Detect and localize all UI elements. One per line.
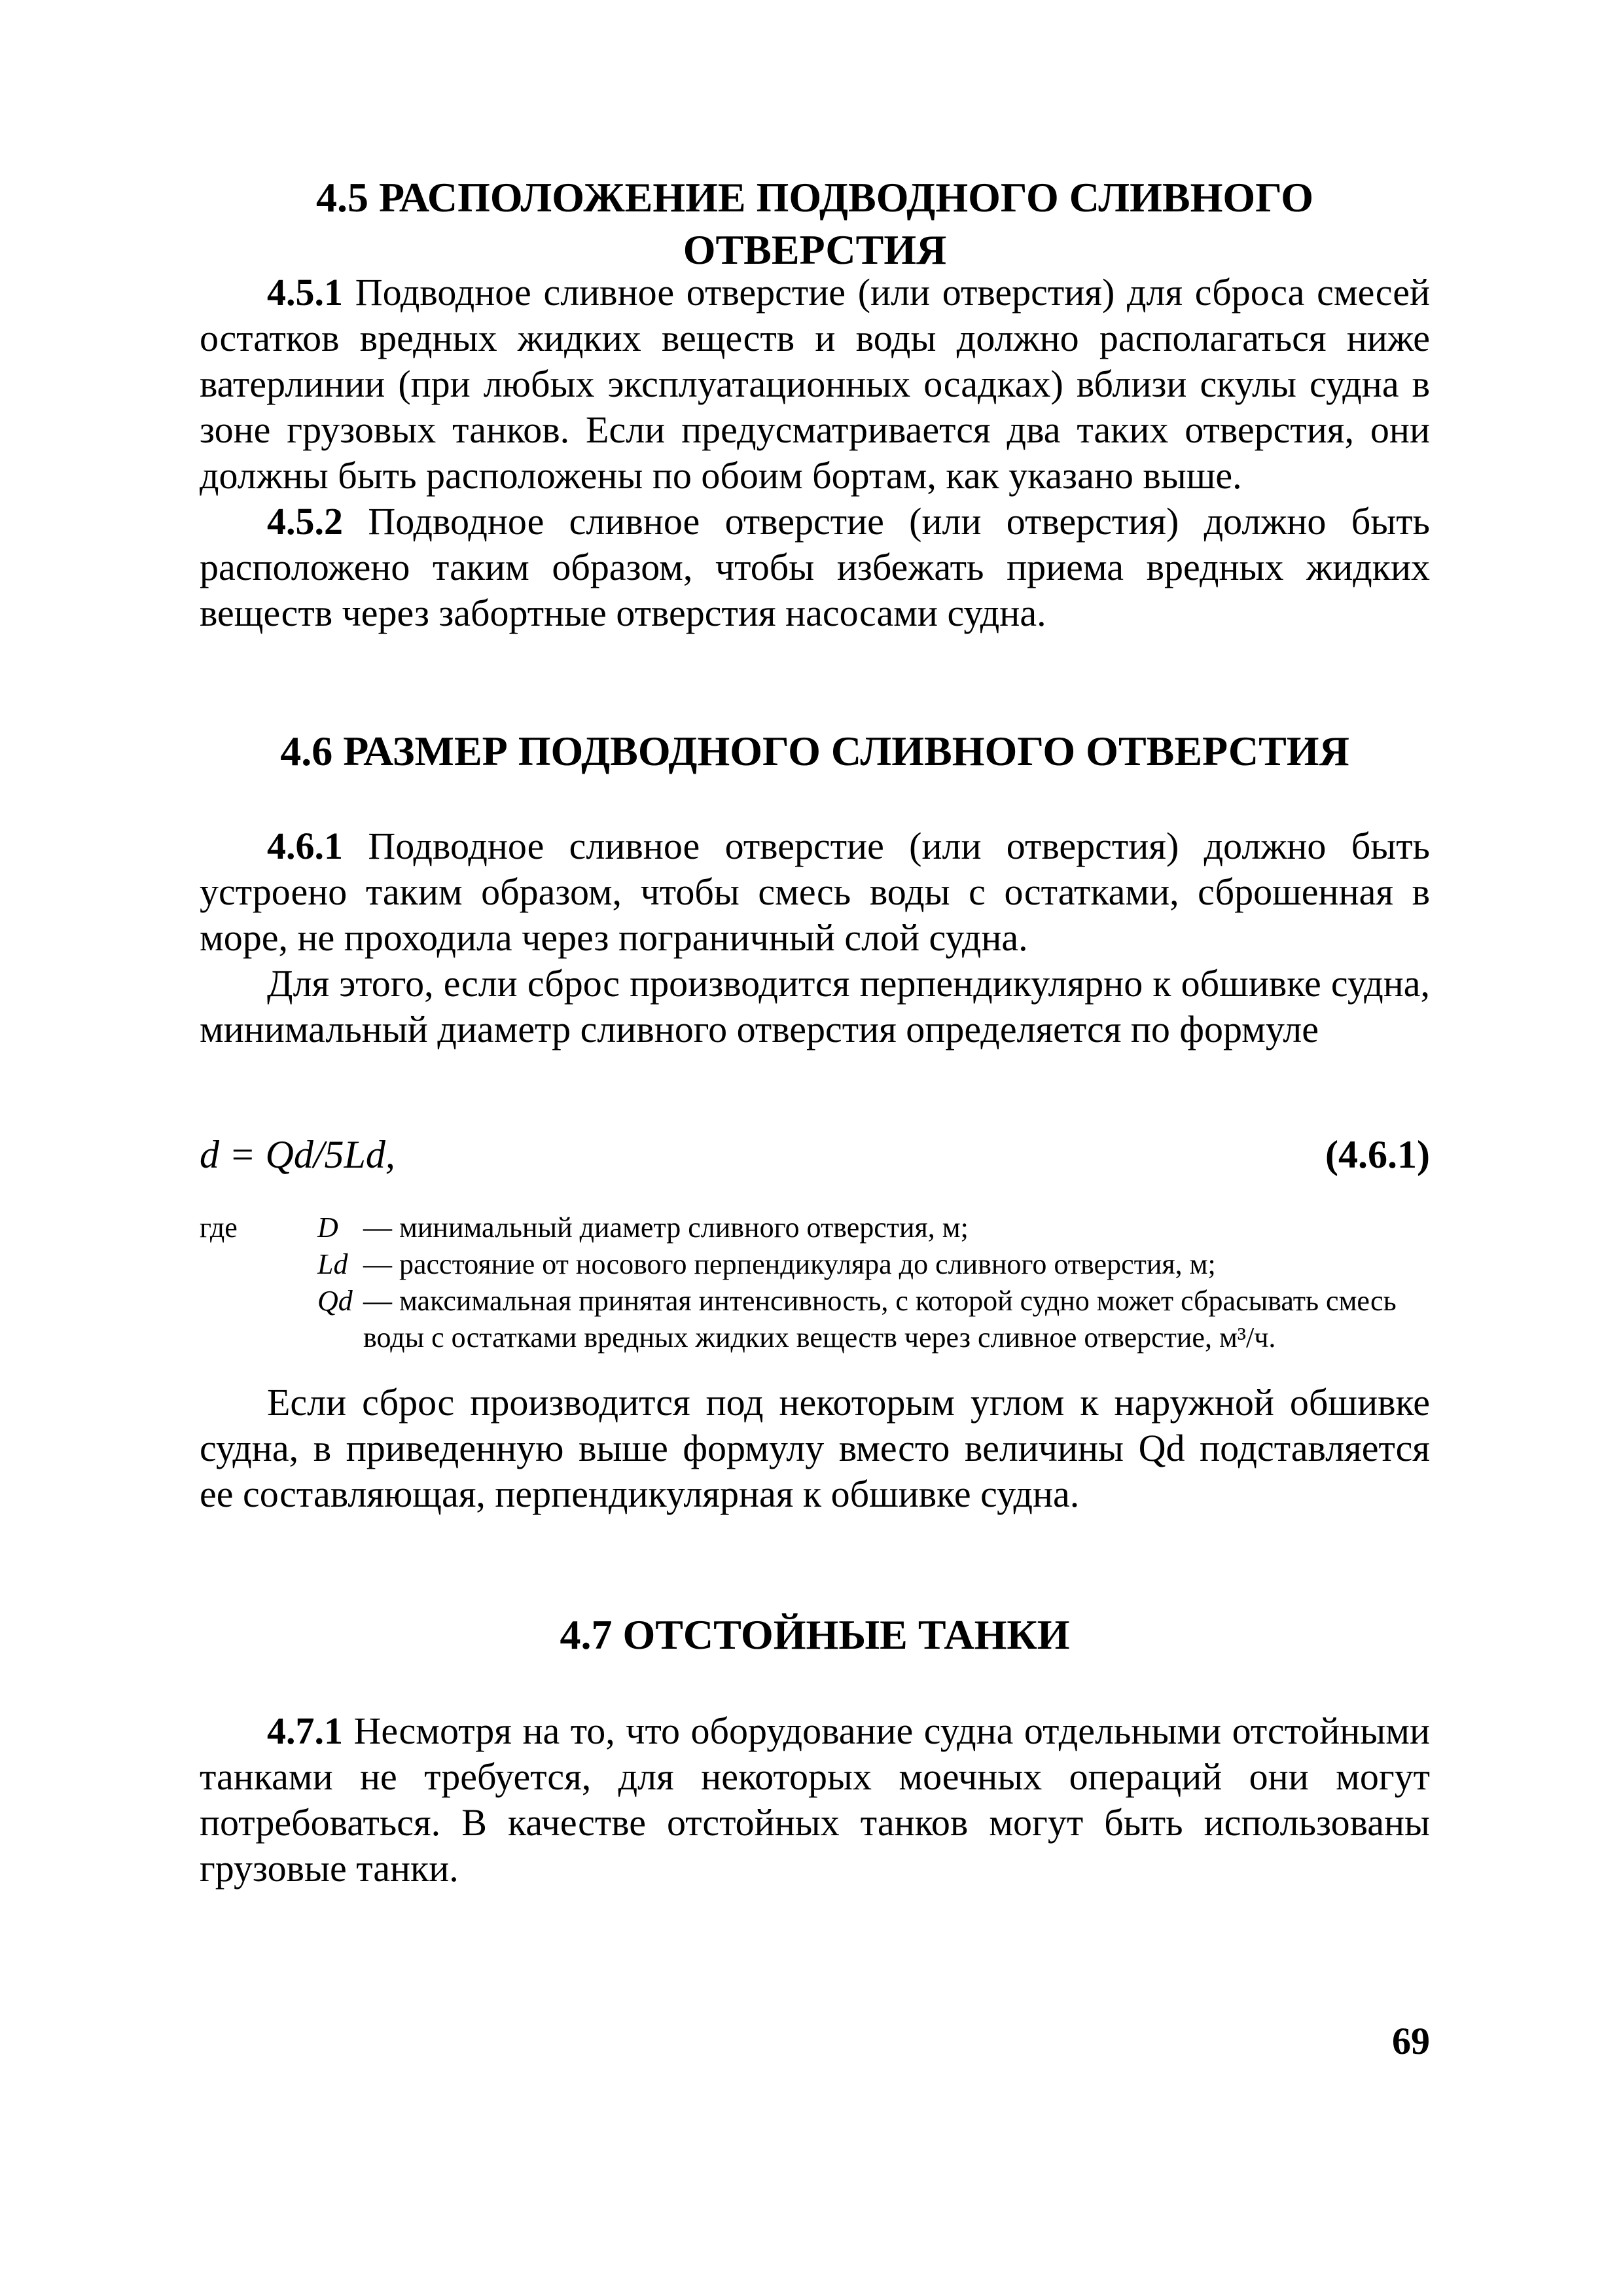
paragraph-text: Подводное сливное отверстие (или отверстия) для сброса смесей остатков вредных жидких веществ и воды должно располагаться ниже ватерлинии (при любых эксплуатационных осадках) вблизи скулы судна в зоне грузовых танков. Если предусматривается два таких отверстия, они должны быть расположены по обоим бортам, как указано выше. <box>200 271 1430 497</box>
paragraph-4-5-2 <box>200 499 1430 636</box>
paragraph-formula-intro: Для этого, если сброс производится перпендикулярно к обшивке судна, минимальный диаметр сливного отверстия определяется по формуле <box>200 962 1430 1050</box>
legend-row <box>200 1246 1430 1283</box>
legend-text: — минимальный диаметр сливного отверстия, м; <box>363 1211 969 1244</box>
page-number: 69 <box>1392 2020 1430 2062</box>
section-4-6-heading: 4.6 РАЗМЕР ПОДВОДНОГО СЛИВНОГО ОТВЕРСТИЯ <box>280 728 1349 774</box>
legend-where-label: где <box>200 1211 238 1244</box>
formula-number: (4.6.1) <box>1325 1133 1430 1176</box>
paragraph-number: 4.5.1 <box>267 271 343 314</box>
legend-text: — расстояние от носового перпендикуляра до сливного отверстия, м; <box>363 1248 1216 1280</box>
paragraph-number: 4.7.1 <box>267 1710 343 1752</box>
paragraph-text: Подводное сливное отверстие (или отверстия) должно быть расположено таким образом, чтобы избежать приема вредных жидких веществ через забортные отверстия насосами судна. <box>200 500 1430 634</box>
formula-legend <box>200 1210 1430 1356</box>
paragraph-4-6-1 <box>200 823 1430 961</box>
legend-row <box>200 1283 1430 1319</box>
paragraph-angle-note: Если сброс производится под некоторым углом к наружной обшивке судна, в приведенную выше формулу вместо величины Qd подставляется ее составляющая, перпендикулярная к обшивке судна. <box>200 1381 1430 1515</box>
legend-row <box>200 1210 1430 1246</box>
section-4-7-heading: 4.7 ОТСТОЙНЫЕ ТАНКИ <box>560 1611 1070 1658</box>
legend-symbol: Ld <box>317 1248 348 1280</box>
legend-text: — максимальная принятая интенсивность, с которой судно может сбрасывать смесь <box>363 1285 1397 1317</box>
paragraph-4-7-1 <box>200 1708 1430 1892</box>
paragraph-4-5-1 <box>200 270 1430 499</box>
paragraph-text: Подводное сливное отверстие (или отверстия) должно быть устроено таким образом, чтобы смесь воды с остатками, сброшенная в море, не проходила через пограничный слой судна. <box>200 825 1430 959</box>
paragraph-number: 4.6.1 <box>267 825 343 867</box>
section-4-5-heading: 4.5 РАСПОЛОЖЕНИЕ ПОДВОДНОГО СЛИВНОГО ОТВЕРСТИЯ <box>315 174 1314 273</box>
legend-row <box>200 1319 1430 1356</box>
legend-symbol: D <box>317 1211 338 1244</box>
legend-symbol: Qd <box>317 1285 353 1317</box>
paragraph-text: Несмотря на то, что оборудование судна отдельными отстойными танками не требуется, для некоторых моечных операций они могут потребоваться. В качестве отстойных танков могут быть использованы грузовые танки. <box>200 1710 1430 1890</box>
document-page <box>200 0 1430 2296</box>
paragraph-number: 4.5.2 <box>267 500 343 543</box>
legend-continuation: воды с остатками вредных жидких веществ через сливное отверстие, м³/ч. <box>363 1321 1276 1354</box>
formula: d = Qd/5Ld, <box>200 1133 395 1176</box>
